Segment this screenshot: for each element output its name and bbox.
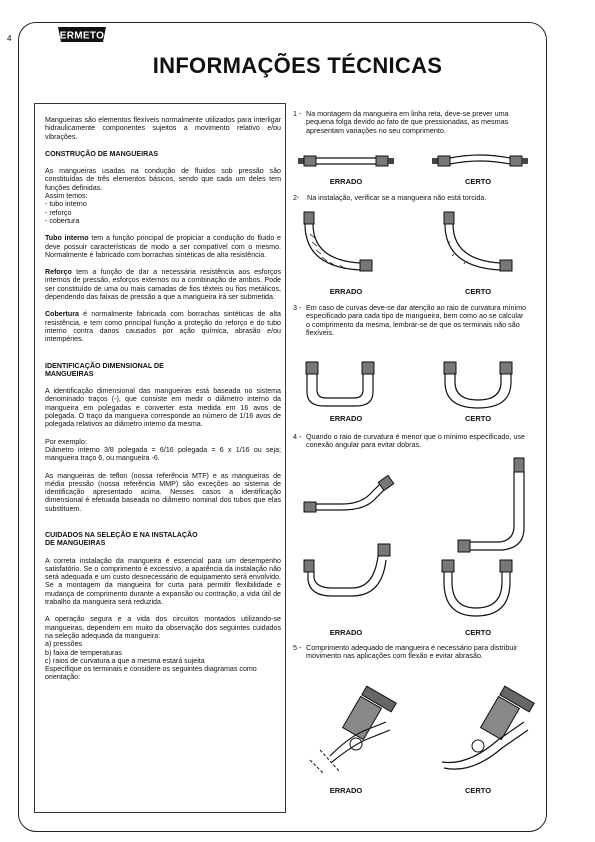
min-radius-right-illustration-1 xyxy=(440,456,530,556)
identification-heading-1: IDENTIFICAÇÃO DIMENSIONAL DE xyxy=(45,361,164,370)
guideline-text: Em caso de curvas deve-se dar atenção ao raio de curvatura mínimo especificado para cada tipo de mangueira, bem como ao se calcular o comprimento da mesma, lembrar-se de que os terminais não são flexíveis. xyxy=(306,303,527,338)
right-label: CERTO xyxy=(464,177,492,186)
wrong-label: ERRADO xyxy=(329,177,363,186)
min-radius-wrong-illustration-2 xyxy=(302,540,398,600)
reinforce-term: Reforço xyxy=(45,268,72,277)
care-list-item: c) raios de curvatura a que a mesma estará sujeita xyxy=(45,656,205,665)
construction-heading: CONSTRUÇÃO DE MANGUEIRAS xyxy=(45,149,159,158)
care-heading-1: CUIDADOS NA SELEÇÃO E NA INSTALAÇÃO xyxy=(45,530,198,539)
construction-paragraph: As mangueiras usadas na condução de fluidos sob pressão são constituídas de três elementos básicos, sendo que cada um deles tem funções definidas. xyxy=(45,167,281,192)
cover-term: Cobertura xyxy=(45,310,79,319)
example-intro: Por exemplo: xyxy=(45,437,87,446)
cover-text: é normalmente fabricada com borrachas sintéticas de alta resistência, e tem como principal função a proteção do reforço e do tubo interno contra danos causados por ação química, abrasão e/ou intempéries. xyxy=(45,310,281,344)
construction-list-item: - reforço xyxy=(45,208,72,217)
guideline-text: Na montagem da mangueira em linha reta, deve-se prever uma pequena folga devido ao fato de que pressionadas, as mesmas apresentam variações no seu comprimento. xyxy=(306,109,509,135)
cover-paragraph xyxy=(45,310,281,343)
min-radius-right-illustration-2 xyxy=(440,560,536,620)
guideline-number: 1 - xyxy=(293,109,302,118)
abrasion-wrong-illustration xyxy=(300,686,412,776)
construction-list-item: - tubo interno xyxy=(45,200,87,209)
reinforce-text: tem a função de dar a necessária resistência aos esforços internos de pressão, esforços externos ou a combinação de ambos. Pode ser constituído de uma ou mais camadas de fios têxteis ou fios metálicos, dependendo das faixas de pressão a que a mangueira irá ser submetida. xyxy=(45,268,281,302)
page-title: INFORMAÇÕES TÉCNICAS xyxy=(152,53,443,78)
tube-text: tem a função principal de propiciar a condução do fluido e deve possuir características de modo a ser compatível com o mesmo. Normalmente é fabricado com borrachas sintéticas de alta resistência. xyxy=(45,234,281,259)
guideline-text: Comprimento adequado de mangueira é necessário para distribuir movimento nas aplicações com flexão e evitar abrasão. xyxy=(306,643,518,661)
right-label: CERTO xyxy=(464,628,492,637)
right-label: CERTO xyxy=(464,287,492,296)
wrong-label: ERRADO xyxy=(329,628,363,637)
guideline-number: 5 - xyxy=(293,643,302,652)
guideline-text: Quando o raio de curvatura é menor que o mínimo especificado, use conexão angular para evitar dobras. xyxy=(306,432,525,450)
abrasion-right-illustration xyxy=(438,686,550,776)
care-closing: Especifique os terminais e considere os seguintes diagramas como orientação: xyxy=(45,665,257,682)
page-number: 4 xyxy=(7,34,12,43)
reinforce-paragraph xyxy=(45,268,281,301)
care-paragraph-2: A operação segura e a vida dos circuitos montados utilizando-se mangueiras, dependem em muito da observação dos seguintes cuidados na seleção adequada da mangueira: xyxy=(45,615,281,640)
guideline-number: 2- xyxy=(293,193,300,202)
ermeto-logo xyxy=(56,26,108,43)
twisted-hose-wrong-illustration xyxy=(300,212,380,282)
tube-term: Tubo interno xyxy=(45,234,89,243)
straight-hose-wrong-illustration xyxy=(296,150,396,172)
min-radius-wrong-illustration-1 xyxy=(302,478,402,526)
tube-paragraph xyxy=(45,234,281,259)
right-label: CERTO xyxy=(464,414,492,423)
example-text: Diâmetro interno 3/8 polegada = 6/16 polegada = 6 x 1/16 ou seja; mangueira traço 6, ou mangueira -6. xyxy=(45,445,281,463)
wrong-label: ERRADO xyxy=(329,786,363,795)
care-list-item: a) pressões xyxy=(45,640,83,649)
svg-text:ERMETO: ERMETO xyxy=(59,30,105,42)
guideline-text: Na instalação, verificar se a mangueira não está torcida. xyxy=(307,193,487,202)
identification-paragraph: A identificação dimensional das mangueiras está baseada no sistema denominado traços (-), que consiste em medir o diâmetro interno da mangueira em polegadas e converter esta medida em 16 avos de polegada. O traço da mangueira corresponde ao número de 1/16 avos de polegada relativos ao diâmetro interno da mesma. xyxy=(45,387,281,429)
left-column-text xyxy=(45,116,281,682)
wrong-label: ERRADO xyxy=(329,287,363,296)
wrong-label: ERRADO xyxy=(329,414,363,423)
twisted-hose-right-illustration xyxy=(440,212,520,282)
exception-paragraph: As mangueiras de teflon (nossa referência MTF) e as mangueiras de média pressão (nossa referência MMP) são exceções ao sistema de identificação apresentado acima. Nesses casos a identificação dimensional é efetuada baseada no diâmetro nominal dos tubos que elas substituem. xyxy=(45,471,281,513)
identification-heading-2: MANGUEIRAS xyxy=(45,369,94,378)
guideline-number: 4 - xyxy=(293,432,302,441)
bend-hose-wrong-illustration xyxy=(304,362,384,410)
bend-hose-right-illustration xyxy=(442,362,522,410)
construction-list-intro: Assim temos: xyxy=(45,192,88,201)
care-list-item: b) faixa de temperaturas xyxy=(45,648,122,657)
intro-paragraph: Mangueiras são elementos flexíveis normalmente utilizados para interligar hidraulicamente componentes sujeitos a movimento relativo e/ou vibrações. xyxy=(45,116,281,141)
care-heading-2: DE MANGUEIRAS xyxy=(45,539,106,548)
right-label: CERTO xyxy=(464,786,492,795)
care-paragraph-1: A correta instalação da mangueira é essencial para um desempenho satisfatório. Se o comprimento é excessivo, a aparência da instalação não será adequada e um custo desnecessário de equipamento será envolvido. Se a montagem da mangueira for curta para permitir flexibilidade e mudança de comprimento durante a expansão ou contração, a vida útil de trabalho da mangueira será reduzida. xyxy=(45,556,281,607)
straight-hose-right-illustration xyxy=(430,150,530,172)
guideline-number: 3 - xyxy=(293,303,302,312)
construction-list-item: - cobertura xyxy=(45,216,80,225)
